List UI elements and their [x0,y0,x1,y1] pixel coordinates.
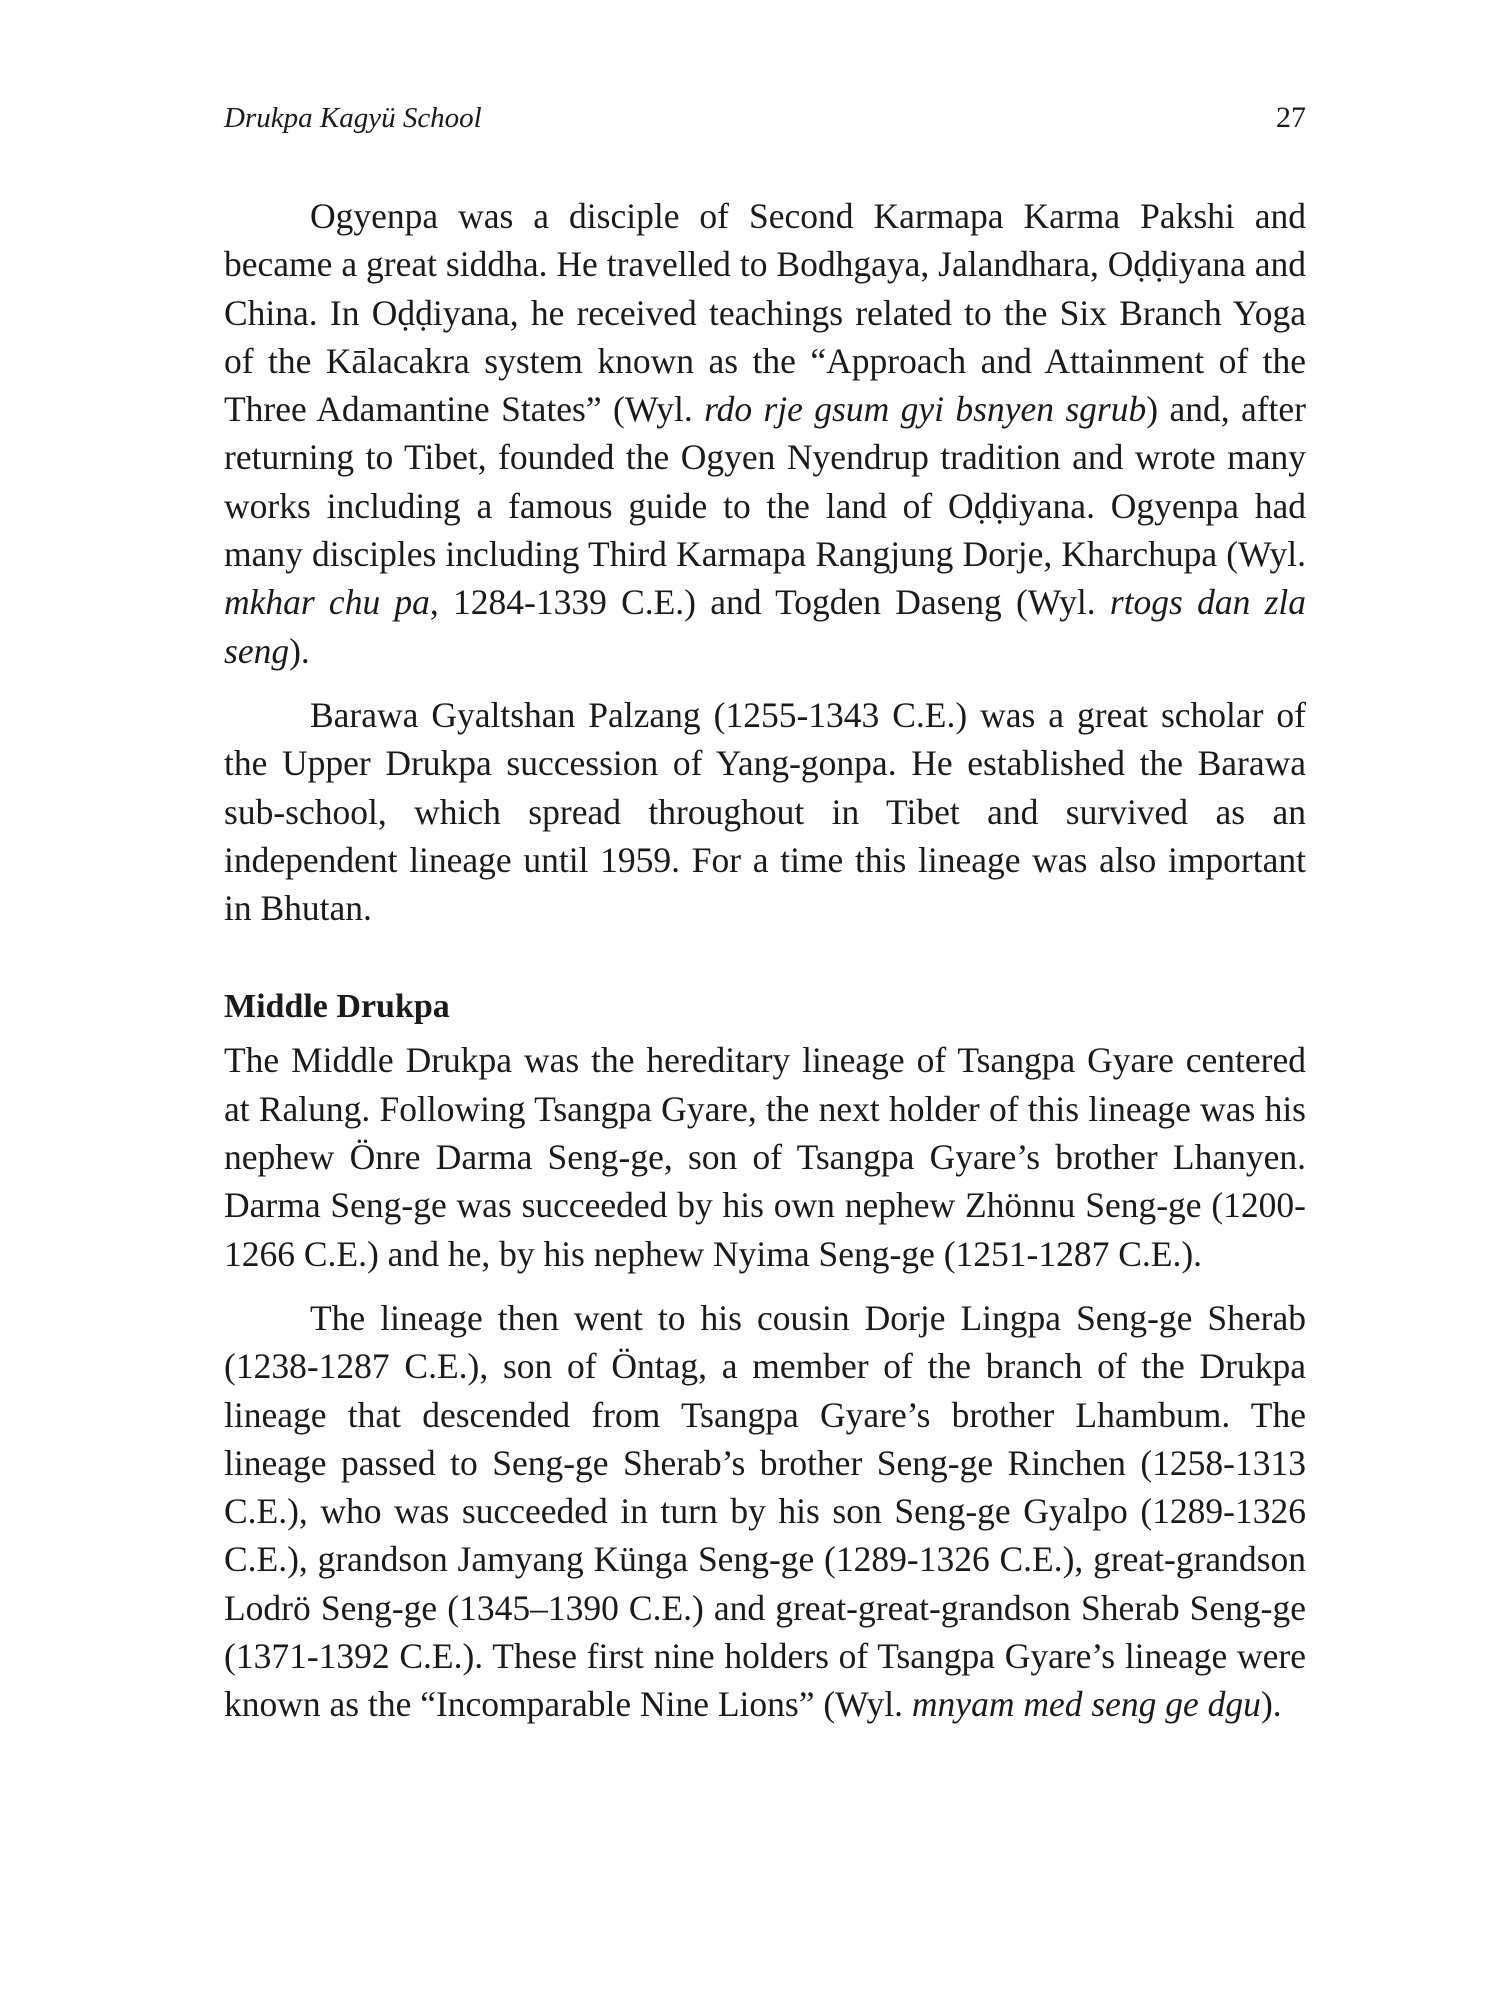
body-text [224,192,1306,1729]
paragraph-middle-drukpa: The Middle Drukpa was the hereditary lineage of Tsangpa Gyare centered at Ralung. Following Tsangpa Gyare, the next holder of this lineage was his nephew Önre Darma Seng-ge, son of Tsangpa Gyare’s brother Lhanyen. Darma Seng-ge was succeeded by his own nephew Zhönnu Seng-ge (1200-1266 C.E.) and he, by his nephew Nyima Seng-ge (1251-1287 C.E.). [224,1040,1306,1274]
text-segment: ) and, after returning to Tibet, founded the Ogyen Nyendrup tradition and wrote many works including a famous guide to the land of Oḍḍiyana. Ogyenpa had many disciples including Third Karmapa Rangjung Dorje, Kharchupa (Wyl. [224,389,1306,575]
paragraph-ogyenpa [224,192,1306,675]
text-segment: The lineage then went to his cousin Dorje Lingpa Seng-ge Sherab (1238-1287 C.E.), son of Öntag, a member of the branch of the Drukpa lineage that descended from Tsangpa Gyare’s brother Lhambum. The lineage passed to Seng-ge Sherab’s brother Seng-ge Rinchen (1258-1313 C.E.), who was succeeded in turn by his son Seng-ge Gyalpo (1289-1326 C.E.), grandson Jamyang Künga Seng-ge (1289-1326 C.E.), great-grandson Lodrö Seng-ge (1345–1390 C.E.) and great-great-grandson Sherab Seng-ge (1371-1392 C.E.). These first nine holders of Tsangpa Gyare’s lineage were known as the “Incomparable Nine Lions” (Wyl. [224,1297,1306,1725]
paragraph-lineage [224,1294,1306,1729]
page-number: 27 [1276,101,1306,134]
section-heading: Middle Drukpa [224,988,450,1026]
paragraph-barawa: Barawa Gyaltshan Palzang (1255-1343 C.E.) was a great scholar of the Upper Drukpa succession of Yang-gonpa. He established the Barawa sub-school, which spread throughout in Tibet and survived as an independent lineage until 1959. For a time this lineage was also important in Bhutan. [224,694,1306,929]
text-segment: , 1284-1339 C.E.) and Togden Daseng (Wyl. [429,582,1110,623]
wylie-term: mnyam med seng ge dgu [911,1684,1261,1725]
text-segment: ). [1260,1684,1282,1725]
wylie-term: rdo rje gsum gyi bsnyen sgrub [704,389,1147,430]
wylie-term: mkhar chu pa [224,582,430,623]
wylie-term: rtogs dan zla seng [224,582,1307,671]
text-segment: Ogyenpa was a disciple of Second Karmapa Karma Pakshi and became a great siddha. He travelled to Bodhgaya, Jalandhara, Oḍḍiyana and China. In Oḍḍiyana, he received teachings related to the Six Branch Yoga of the Kālacakra system known as the “Approach and Attainment of the Three Adamantine States” (Wyl. [224,196,1306,430]
running-header [224,96,1306,140]
running-title: Drukpa Kagyü School [224,102,482,134]
text-segment: ). [289,630,310,671]
